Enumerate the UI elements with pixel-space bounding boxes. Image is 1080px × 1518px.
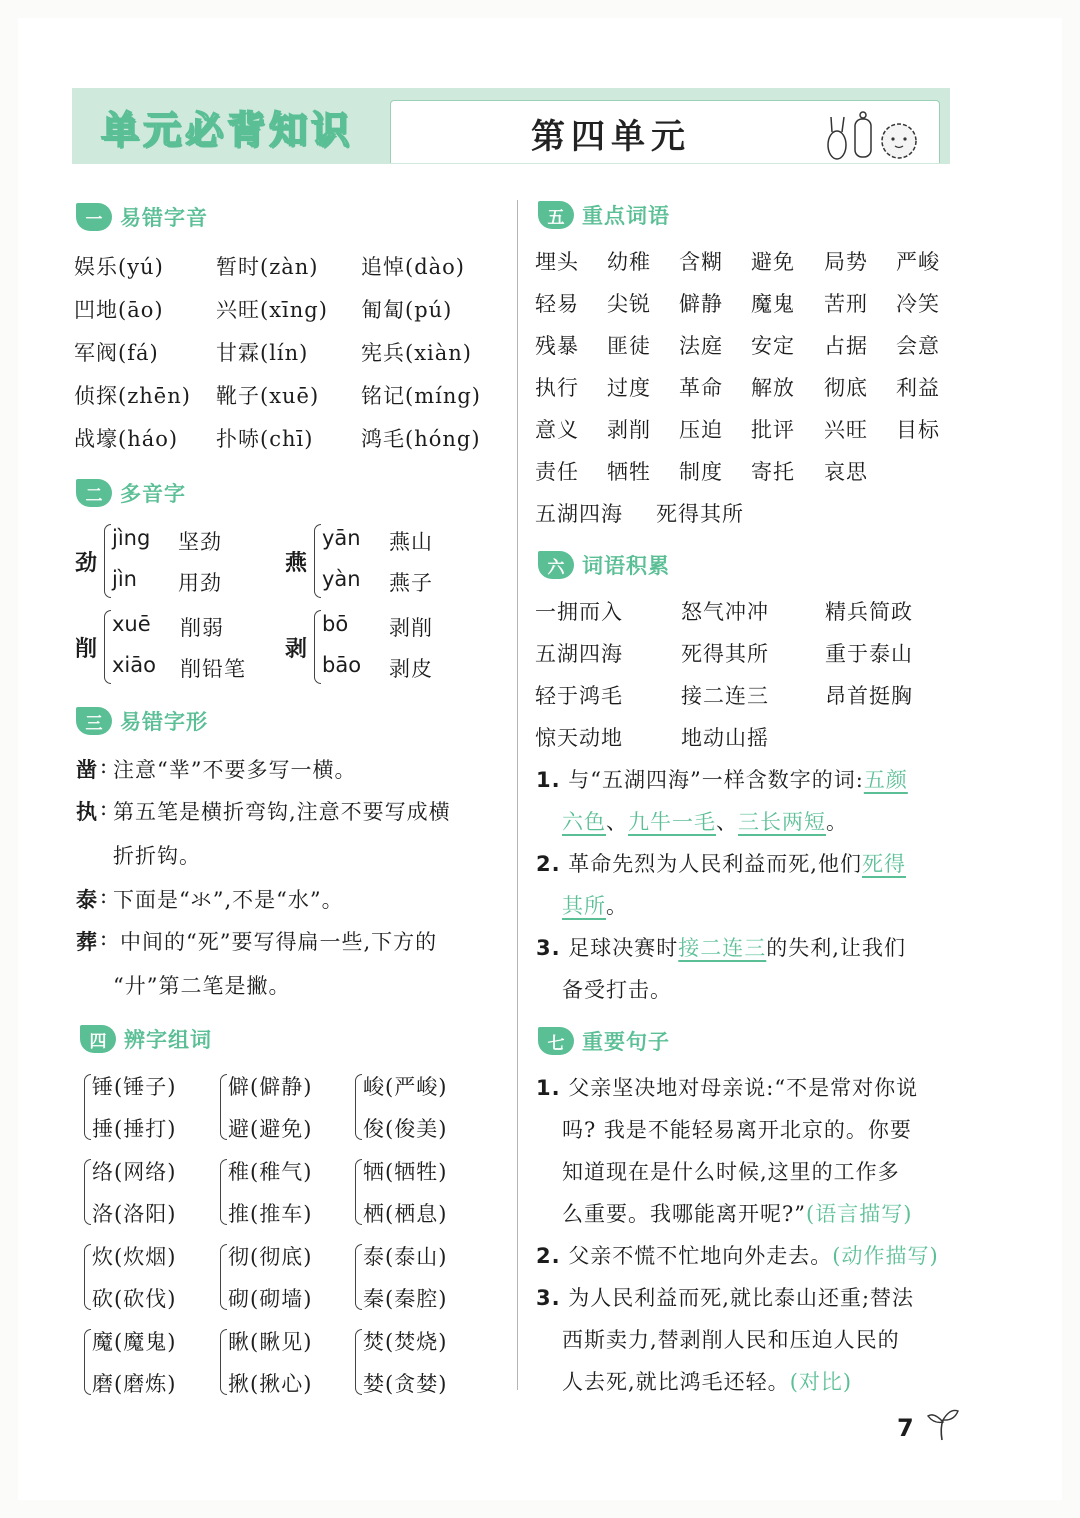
example-word: 用劲 bbox=[178, 571, 222, 595]
brace bbox=[220, 1074, 227, 1140]
idiom: 惊天动地 bbox=[535, 726, 623, 750]
key-word: 目标 bbox=[896, 418, 940, 442]
pair-word: 秦(秦腔) bbox=[363, 1287, 448, 1311]
brace bbox=[355, 1159, 362, 1225]
idiom: 死得其所 bbox=[681, 642, 769, 666]
key-word: 冷笑 bbox=[896, 292, 940, 316]
key-word: 五湖四海 bbox=[535, 502, 623, 526]
brace bbox=[220, 1159, 227, 1225]
section-number-badge: 四 bbox=[80, 1025, 116, 1053]
key-word: 兴旺 bbox=[824, 418, 868, 442]
brace bbox=[84, 1329, 91, 1395]
section-title: 易错字形 bbox=[120, 710, 208, 734]
idiom: 昂首挺胸 bbox=[825, 684, 913, 708]
key-word: 执行 bbox=[535, 376, 579, 400]
page-number: 7 bbox=[897, 1414, 914, 1442]
section-title: 辨字组词 bbox=[124, 1028, 212, 1052]
brace bbox=[220, 1244, 227, 1310]
brace bbox=[84, 1074, 91, 1140]
key-word: 局势 bbox=[824, 250, 868, 274]
reading: jìn bbox=[112, 567, 137, 591]
key-word: 匪徒 bbox=[607, 334, 651, 358]
glyph-note: 注意“丵”不要多写一横。 bbox=[113, 758, 357, 782]
pronunciation-item: 战壕(háo) bbox=[74, 427, 179, 451]
section-title: 多音字 bbox=[120, 482, 186, 506]
header-banner bbox=[72, 88, 950, 164]
idiom: 重于泰山 bbox=[825, 642, 913, 666]
idiom: 轻于鸿毛 bbox=[535, 684, 623, 708]
sentence-line: 知道现在是什么时候,这里的工作多 bbox=[562, 1160, 900, 1184]
question-2-cont: 其所。 bbox=[562, 894, 628, 918]
section-header-idioms bbox=[538, 548, 670, 582]
reading: jìng bbox=[112, 526, 151, 550]
pair-word: 瞅(瞅见) bbox=[228, 1330, 313, 1354]
key-word: 魔鬼 bbox=[751, 292, 795, 316]
sprout-icon bbox=[926, 1406, 960, 1442]
reading: yàn bbox=[322, 567, 361, 591]
glyph-char: 葬 bbox=[76, 930, 98, 954]
glyph-note: 中间的“死”要写得扁一些,下方的 bbox=[120, 930, 438, 954]
section-number-badge: 二 bbox=[76, 479, 112, 507]
section-title: 词语积累 bbox=[582, 554, 670, 578]
example-word: 燕子 bbox=[389, 571, 433, 595]
key-word: 压迫 bbox=[679, 418, 723, 442]
brace bbox=[355, 1244, 362, 1310]
section-header-pronunciation bbox=[76, 200, 208, 234]
pair-word: 炊(炊烟) bbox=[92, 1245, 177, 1269]
pair-word: 络(网络) bbox=[92, 1160, 177, 1184]
sentence-1: 1. 父亲坚决地对母亲说:“不是常对你说 bbox=[536, 1076, 919, 1100]
example-word: 坚劲 bbox=[178, 530, 222, 554]
pair-word: 推(推车) bbox=[228, 1202, 313, 1226]
brace bbox=[104, 610, 111, 684]
section-header-key-words bbox=[538, 198, 670, 232]
section-number-badge: 六 bbox=[538, 551, 574, 579]
glyph-note: 第五笔是横折弯钩,注意不要写成横 bbox=[113, 800, 451, 824]
pair-word: 婪(贪婪) bbox=[363, 1372, 448, 1396]
brace bbox=[84, 1159, 91, 1225]
pair-word: 避(避免) bbox=[228, 1117, 313, 1141]
key-word: 苦刑 bbox=[824, 292, 868, 316]
idiom: 地动山摇 bbox=[681, 726, 769, 750]
key-word: 意义 bbox=[535, 418, 579, 442]
brace bbox=[84, 1244, 91, 1310]
brace bbox=[220, 1329, 227, 1395]
section-number-badge: 一 bbox=[76, 203, 112, 231]
pair-word: 稚(稚气) bbox=[228, 1160, 313, 1184]
sentence-line: 西斯卖力,替剥削人民和压迫人民的 bbox=[562, 1328, 900, 1352]
pair-word: 彻(彻底) bbox=[228, 1245, 313, 1269]
key-word: 会意 bbox=[896, 334, 940, 358]
pronunciation-item: 宪兵(xiàn) bbox=[361, 341, 472, 365]
sentence-3: 3. 为人民利益而死,就比泰山还重;替法 bbox=[536, 1286, 915, 1310]
example-word: 削铅笔 bbox=[180, 657, 246, 681]
section-number-badge: 五 bbox=[538, 201, 574, 229]
polyphone-char: 削 bbox=[75, 637, 98, 662]
example-word: 削弱 bbox=[180, 616, 224, 640]
key-word: 剥削 bbox=[607, 418, 651, 442]
idiom: 接二连三 bbox=[681, 684, 769, 708]
key-word: 过度 bbox=[607, 376, 651, 400]
key-word: 占据 bbox=[824, 334, 868, 358]
sentence-note: (对比) bbox=[789, 1370, 853, 1394]
key-word: 寄托 bbox=[751, 460, 795, 484]
question-1-cont: 六色、九牛一毛、三长两短。 bbox=[562, 810, 848, 834]
pronunciation-item: 鸿毛(hóng) bbox=[361, 427, 481, 451]
sentence-note: (动作描写) bbox=[832, 1244, 939, 1268]
reading: yān bbox=[322, 526, 361, 550]
unit-title-box bbox=[390, 100, 940, 163]
pair-word: 峻(严峻) bbox=[363, 1075, 448, 1099]
idiom: 五湖四海 bbox=[535, 642, 623, 666]
pronunciation-item: 匍匐(pú) bbox=[361, 298, 453, 322]
pair-word: 魔(魔鬼) bbox=[92, 1330, 177, 1354]
brace bbox=[355, 1074, 362, 1140]
banner-label: 单元必背知识 bbox=[100, 107, 353, 152]
pronunciation-item: 凹地(āo) bbox=[74, 298, 164, 322]
pronunciation-item: 兴旺(xīng) bbox=[216, 298, 328, 322]
key-word: 死得其所 bbox=[656, 502, 744, 526]
key-word: 利益 bbox=[896, 376, 940, 400]
glyph-note: 下面是“氺”,不是“水”。 bbox=[113, 888, 344, 912]
unit-title: 第四单元 bbox=[531, 117, 691, 157]
section-title: 易错字音 bbox=[120, 206, 208, 230]
reading: xuē bbox=[112, 612, 151, 636]
pronunciation-item: 甘霖(lín) bbox=[216, 341, 309, 365]
pair-word: 俊(俊美) bbox=[363, 1117, 448, 1141]
pair-word: 砌(砌墙) bbox=[228, 1287, 313, 1311]
sentence-note: (语言描写) bbox=[806, 1202, 913, 1226]
mascot-illustration-icon bbox=[819, 105, 929, 161]
pronunciation-item: 追悼(dào) bbox=[361, 255, 465, 279]
sentence-line: 吗? 我是不能轻易离开北京的。你要 bbox=[562, 1118, 912, 1142]
pair-word: 泰(泰山) bbox=[363, 1245, 448, 1269]
pair-word: 砍(砍伐) bbox=[92, 1287, 177, 1311]
example-word: 剥削 bbox=[389, 616, 433, 640]
glyph-char: 凿 bbox=[76, 758, 98, 782]
key-word: 解放 bbox=[751, 376, 795, 400]
section-title: 重点词语 bbox=[582, 204, 670, 228]
key-word: 严峻 bbox=[896, 250, 940, 274]
pair-word: 锤(锤子) bbox=[92, 1075, 177, 1099]
polyphone-char: 劲 bbox=[75, 551, 98, 576]
question-3-cont: 备受打击。 bbox=[562, 978, 672, 1002]
pronunciation-item: 军阀(fá) bbox=[74, 341, 159, 365]
brace bbox=[355, 1329, 362, 1395]
idiom: 精兵简政 bbox=[825, 600, 913, 624]
glyph-char: 执 bbox=[76, 800, 98, 824]
key-word: 尖锐 bbox=[607, 292, 651, 316]
key-word: 批评 bbox=[751, 418, 795, 442]
pair-word: 僻(僻静) bbox=[228, 1075, 313, 1099]
key-word: 安定 bbox=[751, 334, 795, 358]
key-word: 责任 bbox=[535, 460, 579, 484]
key-word: 避免 bbox=[751, 250, 795, 274]
key-word: 埋头 bbox=[535, 250, 579, 274]
sentence-2: 2. 父亲不慌不忙地向外走去。(动作描写) bbox=[536, 1244, 939, 1268]
key-word: 革命 bbox=[679, 376, 723, 400]
idiom: 怒气冲冲 bbox=[681, 600, 769, 624]
section-header-polyphones bbox=[76, 476, 186, 510]
pronunciation-item: 暂时(zàn) bbox=[216, 255, 319, 279]
pronunciation-item: 靴子(xuē) bbox=[216, 384, 320, 408]
section-number-badge: 三 bbox=[76, 707, 112, 735]
sentence-line: 人去死,就比鸿毛还轻。(对比) bbox=[562, 1370, 853, 1394]
brace bbox=[314, 610, 321, 684]
key-word: 幼稚 bbox=[607, 250, 651, 274]
brace bbox=[314, 524, 321, 598]
key-word: 残暴 bbox=[535, 334, 579, 358]
key-word: 制度 bbox=[679, 460, 723, 484]
glyph-char: 泰 bbox=[76, 888, 98, 912]
key-word: 哀思 bbox=[824, 460, 868, 484]
section-number-badge: 七 bbox=[538, 1027, 574, 1055]
pronunciation-item: 铭记(míng) bbox=[361, 384, 481, 408]
reading: xiāo bbox=[112, 653, 156, 677]
key-word: 法庭 bbox=[679, 334, 723, 358]
idiom: 一拥而入 bbox=[535, 600, 623, 624]
section-header-sentences bbox=[538, 1024, 670, 1058]
glyph-note: 折折钩。 bbox=[113, 844, 201, 868]
pair-word: 揪(揪心) bbox=[228, 1372, 313, 1396]
key-word: 含糊 bbox=[679, 250, 723, 274]
pair-word: 焚(焚烧) bbox=[363, 1330, 448, 1354]
key-word: 牺牲 bbox=[607, 460, 651, 484]
pair-word: 牺(牺牲) bbox=[363, 1160, 448, 1184]
pair-word: 磨(磨炼) bbox=[92, 1372, 177, 1396]
section-header-glyphs bbox=[76, 704, 208, 738]
column-divider bbox=[517, 200, 518, 1390]
pair-word: 洛(洛阳) bbox=[92, 1202, 177, 1226]
key-word: 僻静 bbox=[679, 292, 723, 316]
polyphone-char: 燕 bbox=[285, 551, 308, 576]
section-header-word-pairs bbox=[80, 1022, 212, 1056]
pronunciation-item: 娱乐(yú) bbox=[74, 255, 164, 279]
section-title: 重要句子 bbox=[582, 1030, 670, 1054]
pair-word: 栖(栖息) bbox=[363, 1202, 448, 1226]
brace bbox=[104, 524, 111, 598]
glyph-note: “廾”第二笔是撇。 bbox=[113, 974, 291, 998]
pronunciation-item: 扑哧(chī) bbox=[216, 427, 314, 451]
question-3: 3. 足球决赛时接二连三的失利,让我们 bbox=[536, 936, 906, 960]
question-1: 1. 与“五湖四海”一样含数字的词:五颜 bbox=[536, 768, 908, 792]
key-word: 轻易 bbox=[535, 292, 579, 316]
pair-word: 捶(捶打) bbox=[92, 1117, 177, 1141]
polyphone-char: 剥 bbox=[285, 637, 308, 662]
reading: bō bbox=[322, 612, 349, 636]
sentence-line: 么重要。我哪能离开呢?”(语言描写) bbox=[562, 1202, 913, 1226]
example-word: 燕山 bbox=[389, 530, 433, 554]
key-word: 彻底 bbox=[824, 376, 868, 400]
reading: bāo bbox=[322, 653, 362, 677]
pronunciation-item: 侦探(zhēn) bbox=[74, 384, 191, 408]
question-2: 2. 革命先烈为人民利益而死,他们死得 bbox=[536, 852, 906, 876]
example-word: 剥皮 bbox=[389, 657, 433, 681]
